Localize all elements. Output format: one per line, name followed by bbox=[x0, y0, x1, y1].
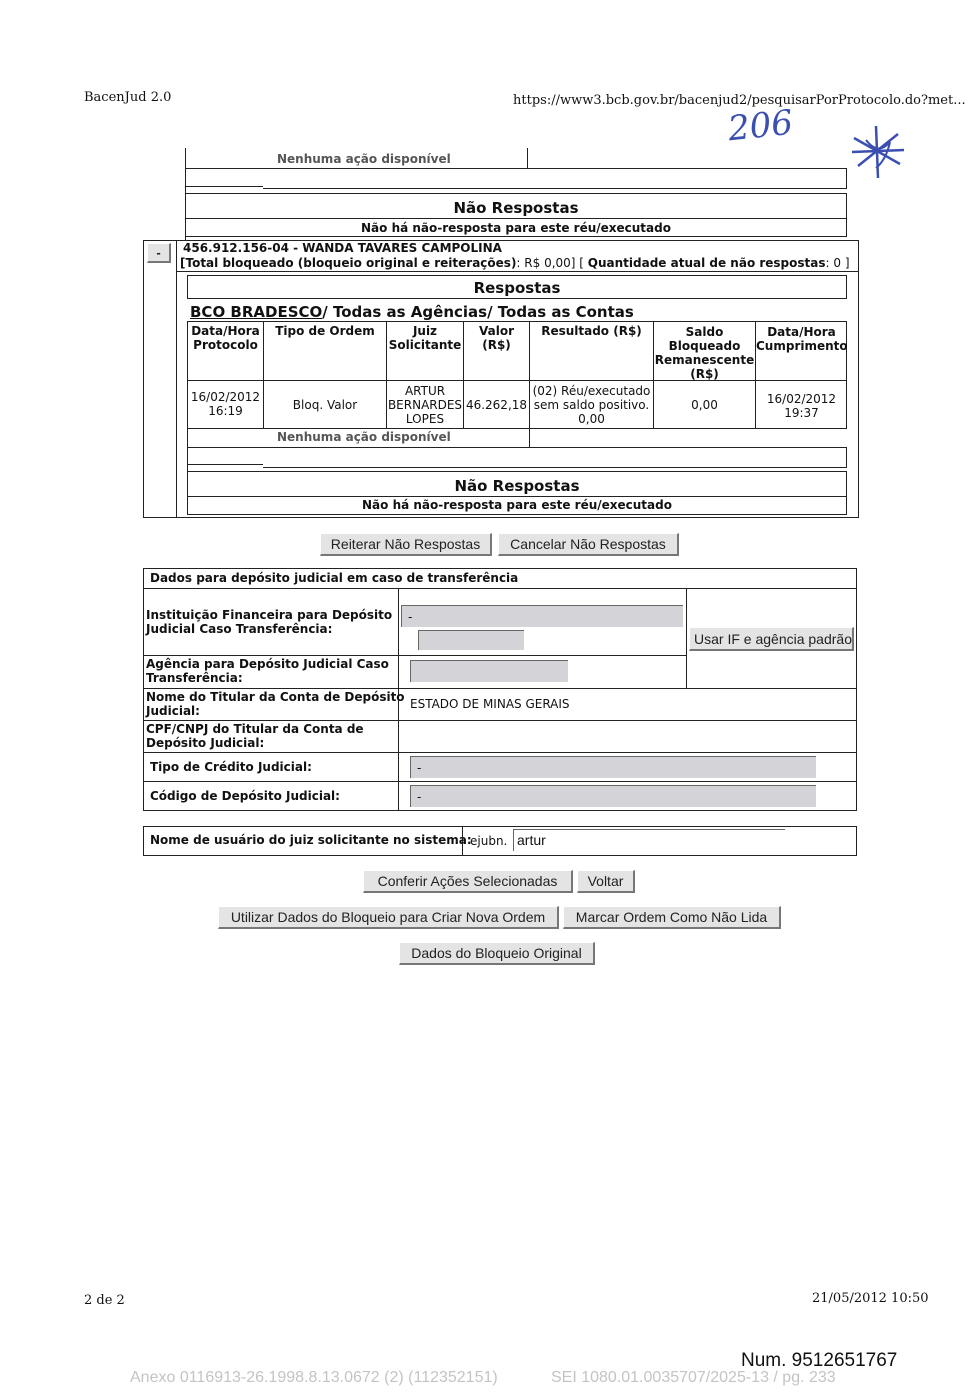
conferir-acoes-button[interactable]: Conferir Ações Selecionadas bbox=[363, 870, 573, 893]
reu-total-line bbox=[180, 256, 850, 270]
nao-respostas-msg: Não há não-resposta para este réu/executado bbox=[362, 498, 672, 512]
reu-name: 456.912.156-04 - WANDA TAVARES CAMPOLINA bbox=[183, 241, 502, 255]
anexo-stamp: Anexo 0116913-26.1998.8.13.0672 (2) (112352151) bbox=[130, 1369, 498, 1386]
voltar-button[interactable]: Voltar bbox=[577, 870, 635, 893]
cell-data-hora-cumprimento: 16/02/2012 19:37 bbox=[766, 392, 837, 420]
usar-if-padrao-button[interactable]: Usar IF e agência padrão bbox=[689, 627, 854, 651]
print-header-url: https://www3.bcb.gov.br/bacenjud2/pesquisarPorProtocolo.do?met... bbox=[513, 93, 966, 108]
nao-respostas-title: Não Respostas bbox=[454, 477, 580, 495]
cell-resultado: (02) Réu/executado sem saldo positivo. 0,00 bbox=[532, 384, 651, 426]
cell-data-hora-protocolo: 16/02/2012 16:19 bbox=[190, 390, 261, 418]
instituicao-select[interactable]: - bbox=[401, 605, 683, 627]
cell-juiz-solicitante: ARTUR BERNARDES LOPES bbox=[387, 384, 463, 426]
header-data-hora-protocolo: Data/Hora Protocolo bbox=[191, 324, 260, 352]
nome-titular-value: ESTADO DE MINAS GERAIS bbox=[410, 697, 570, 711]
cpf-cnpj-label: CPF/CNPJ do Titular da Conta de Depósito Judicial: bbox=[146, 722, 364, 750]
total-bloqueado-label: [Total bloqueado (bloqueio original e reiterações) bbox=[180, 256, 517, 270]
cell-valor: 46.262,18 bbox=[465, 398, 528, 412]
print-header-title: BacenJud 2.0 bbox=[84, 90, 172, 105]
tipo-credito-select[interactable]: - bbox=[410, 756, 816, 778]
handwritten-number: 206 bbox=[726, 102, 795, 150]
usuario-prefix: ejubn. bbox=[470, 834, 508, 848]
total-bloqueado-value: : R$ 0,00] [ bbox=[516, 256, 584, 270]
no-action-label: Nenhuma ação disponível bbox=[277, 430, 451, 444]
header-tipo-ordem: Tipo de Ordem bbox=[275, 324, 375, 338]
marcar-nao-lida-button[interactable]: Marcar Ordem Como Não Lida bbox=[563, 906, 781, 929]
handwritten-star-mark bbox=[846, 120, 908, 184]
qtd-nao-respostas-label: Quantidade atual de não respostas bbox=[587, 256, 826, 270]
collapse-toggle-button[interactable]: - bbox=[147, 243, 171, 263]
cell-tipo-ordem: Bloq. Valor bbox=[292, 398, 358, 412]
nao-respostas-msg-top: Não há não-resposta para este réu/executado bbox=[361, 221, 671, 235]
instituicao-agencia-input[interactable] bbox=[418, 630, 524, 650]
cancelar-nao-respostas-button[interactable]: Cancelar Não Respostas bbox=[498, 533, 679, 556]
dados-bloqueio-original-button[interactable]: Dados do Bloqueio Original bbox=[399, 942, 595, 965]
deposito-title: Dados para depósito judicial em caso de transferência bbox=[150, 571, 519, 585]
header-saldo-bloqueado: Saldo Bloqueado Remanescente (R$) bbox=[654, 325, 755, 381]
page-counter: 2 de 2 bbox=[84, 1293, 125, 1308]
reiterar-nao-respostas-button[interactable]: Reiterar Não Respostas bbox=[320, 533, 492, 556]
instituicao-label: Instituição Financeira para Depósito Judicial Caso Transferência: bbox=[146, 608, 393, 636]
respostas-title: Respostas bbox=[473, 279, 561, 297]
utilizar-dados-bloqueio-button[interactable]: Utilizar Dados do Bloqueio para Criar Nova Ordem bbox=[218, 906, 559, 929]
usuario-label: Nome de usuário do juiz solicitante no sistema: bbox=[150, 833, 472, 847]
codigo-deposito-select[interactable]: - bbox=[410, 785, 816, 807]
cell-saldo: 0,00 bbox=[691, 398, 718, 412]
agencia-input[interactable] bbox=[410, 660, 568, 682]
nome-titular-label: Nome do Titular da Conta de Depósito Judicial: bbox=[146, 690, 405, 718]
usuario-input[interactable]: artur bbox=[513, 829, 785, 851]
bank-line bbox=[190, 303, 634, 321]
document-number: Num. 9512651767 bbox=[741, 1350, 898, 1371]
header-valor: Valor (R$) bbox=[478, 324, 514, 352]
nao-respostas-title-top: Não Respostas bbox=[453, 199, 579, 217]
no-action-label-top: Nenhuma ação disponível bbox=[277, 152, 451, 166]
header-data-hora-cumprimento: Data/Hora Cumprimento bbox=[756, 325, 848, 353]
agencia-label: Agência para Depósito Judicial Caso Transferência: bbox=[146, 657, 389, 685]
header-resultado: Resultado (R$) bbox=[541, 324, 642, 338]
qtd-nao-respostas-value: : 0 ] bbox=[825, 256, 850, 270]
bank-link[interactable]: BCO BRADESCO bbox=[190, 303, 323, 321]
sei-stamp: SEI 1080.01.0035707/2025-13 / pg. 233 bbox=[551, 1369, 836, 1386]
bank-scope: / Todas as Agências/ Todas as Contas bbox=[322, 303, 634, 321]
codigo-deposito-label: Código de Depósito Judicial: bbox=[150, 789, 340, 803]
print-timestamp: 21/05/2012 10:50 bbox=[812, 1291, 929, 1306]
header-juiz-solicitante: Juiz Solicitante bbox=[388, 324, 462, 352]
tipo-credito-label: Tipo de Crédito Judicial: bbox=[150, 760, 312, 774]
